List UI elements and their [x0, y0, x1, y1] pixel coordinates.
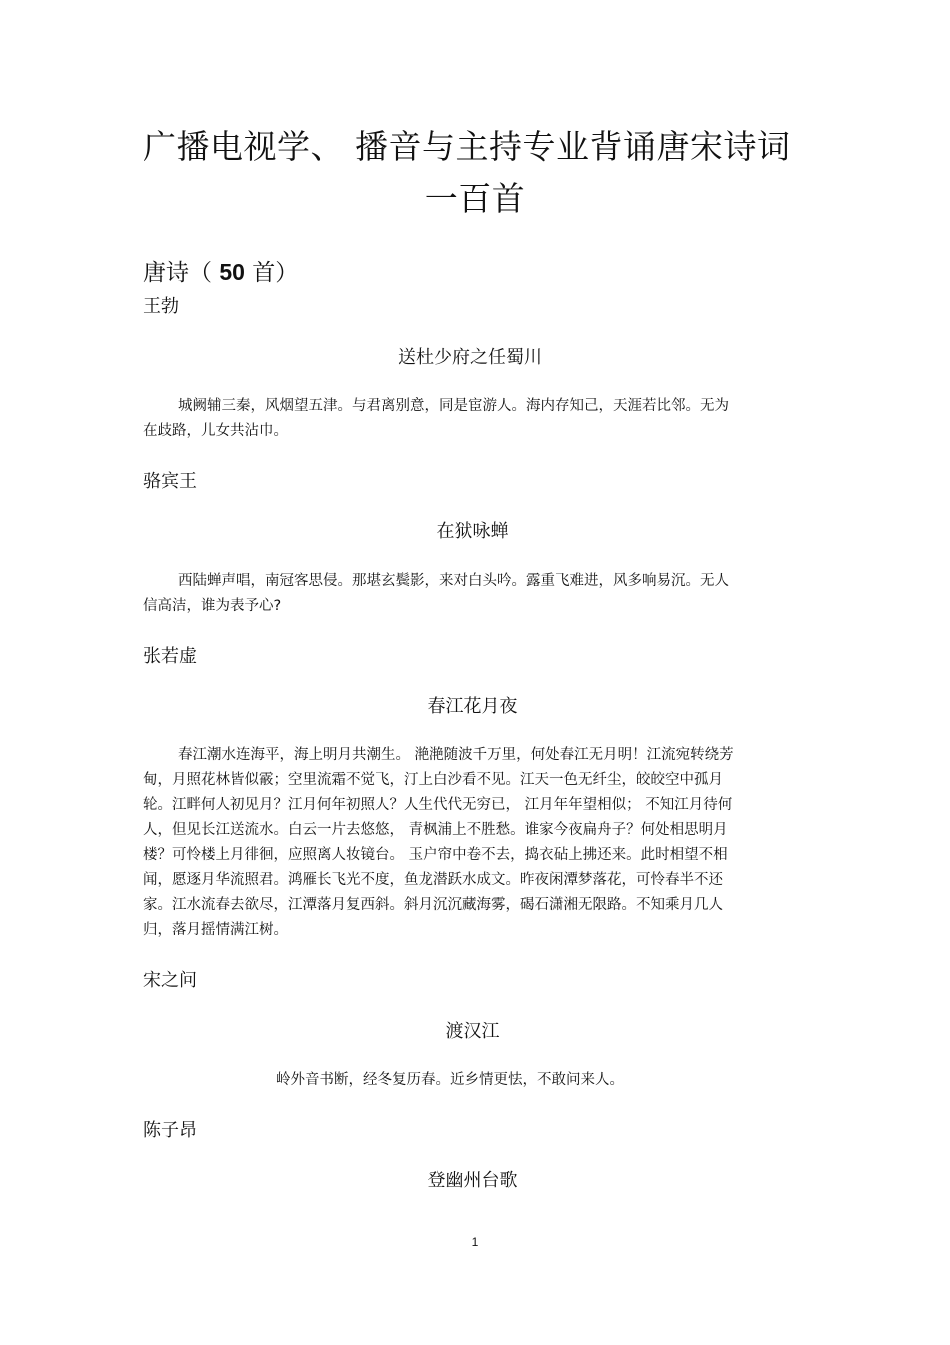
poem-author: 王勃 [143, 296, 179, 317]
poem-line: 甸，月照花林皆似霰；空里流霜不觉飞，汀上白沙看不见。江天一色无纤尘，皎皎空中孤月 [143, 772, 723, 788]
document-title-line-1: 广播电视学、 播音与主持专业背诵唐宋诗词 [143, 127, 791, 166]
poem-title: 渡汉江 [445, 1021, 500, 1042]
poem-line: 西陆蝉声唱，南冠客思侵。那堪玄鬓影，来对白头吟。露重飞难进，风多响易沉。无人 [178, 573, 729, 589]
poem-line: 在歧路，儿女共沾巾。 [143, 423, 288, 439]
poem-line: 岭外音书断，经冬复历春。近乡情更怯，不敢问来人。 [276, 1072, 624, 1088]
poem-line: 春江潮水连海平，海上明月共潮生。 滟滟随波千万里，何处春江无月明！江流宛转绕芳 [178, 747, 734, 763]
poem-title: 春江花月夜 [427, 696, 518, 717]
poem-line: 闻，愿逐月华流照君。鸿雁长飞光不度，鱼龙潜跃水成文。昨夜闲潭梦落花，可怜春半不还 [143, 872, 723, 888]
section-heading-prefix: 唐诗（ [143, 260, 220, 286]
poem-author: 骆宾王 [143, 471, 197, 492]
poem-author: 陈子昂 [143, 1120, 197, 1141]
section-heading-tang-poems [143, 254, 298, 287]
poem-line: 轮。江畔何人初见月？江月何年初照人？人生代代无穷已， 江月年年望相似； 不知江月待何 [143, 797, 733, 813]
poem-line: 归，落月摇情满江树。 [143, 922, 288, 938]
poem-author: 张若虚 [143, 646, 197, 667]
poem-line: 楼？可怜楼上月徘徊，应照离人妆镜台。 玉户帘中卷不去，捣衣砧上拂还来。此时相望不相 [143, 847, 728, 863]
poem-title: 送杜少府之任蜀川 [398, 347, 542, 368]
poem-line: 人，但见长江送流水。白云一片去悠悠， 青枫浦上不胜愁。谁家今夜扁舟子？何处相思明月 [143, 822, 728, 838]
section-heading-suffix: 首） [244, 260, 299, 286]
page-number: 1 [471, 1235, 479, 1249]
poem-line: 信高洁，谁为表予心? [143, 598, 282, 614]
poem-title: 在狱咏蝉 [436, 521, 509, 542]
section-heading-count: 50 [219, 259, 245, 285]
poem-line: 城阙辅三秦，风烟望五津。与君离别意，同是宦游人。海内存知己，天涯若比邻。无为 [178, 398, 729, 414]
poem-line: 家。江水流春去欲尽，江潭落月复西斜。斜月沉沉藏海雾，碣石潇湘无限路。不知乘月几人 [143, 897, 723, 913]
poem-title: 登幽州台歌 [427, 1170, 518, 1191]
document-title-line-2: 一百首 [424, 179, 526, 218]
poem-author: 宋之问 [143, 970, 197, 991]
